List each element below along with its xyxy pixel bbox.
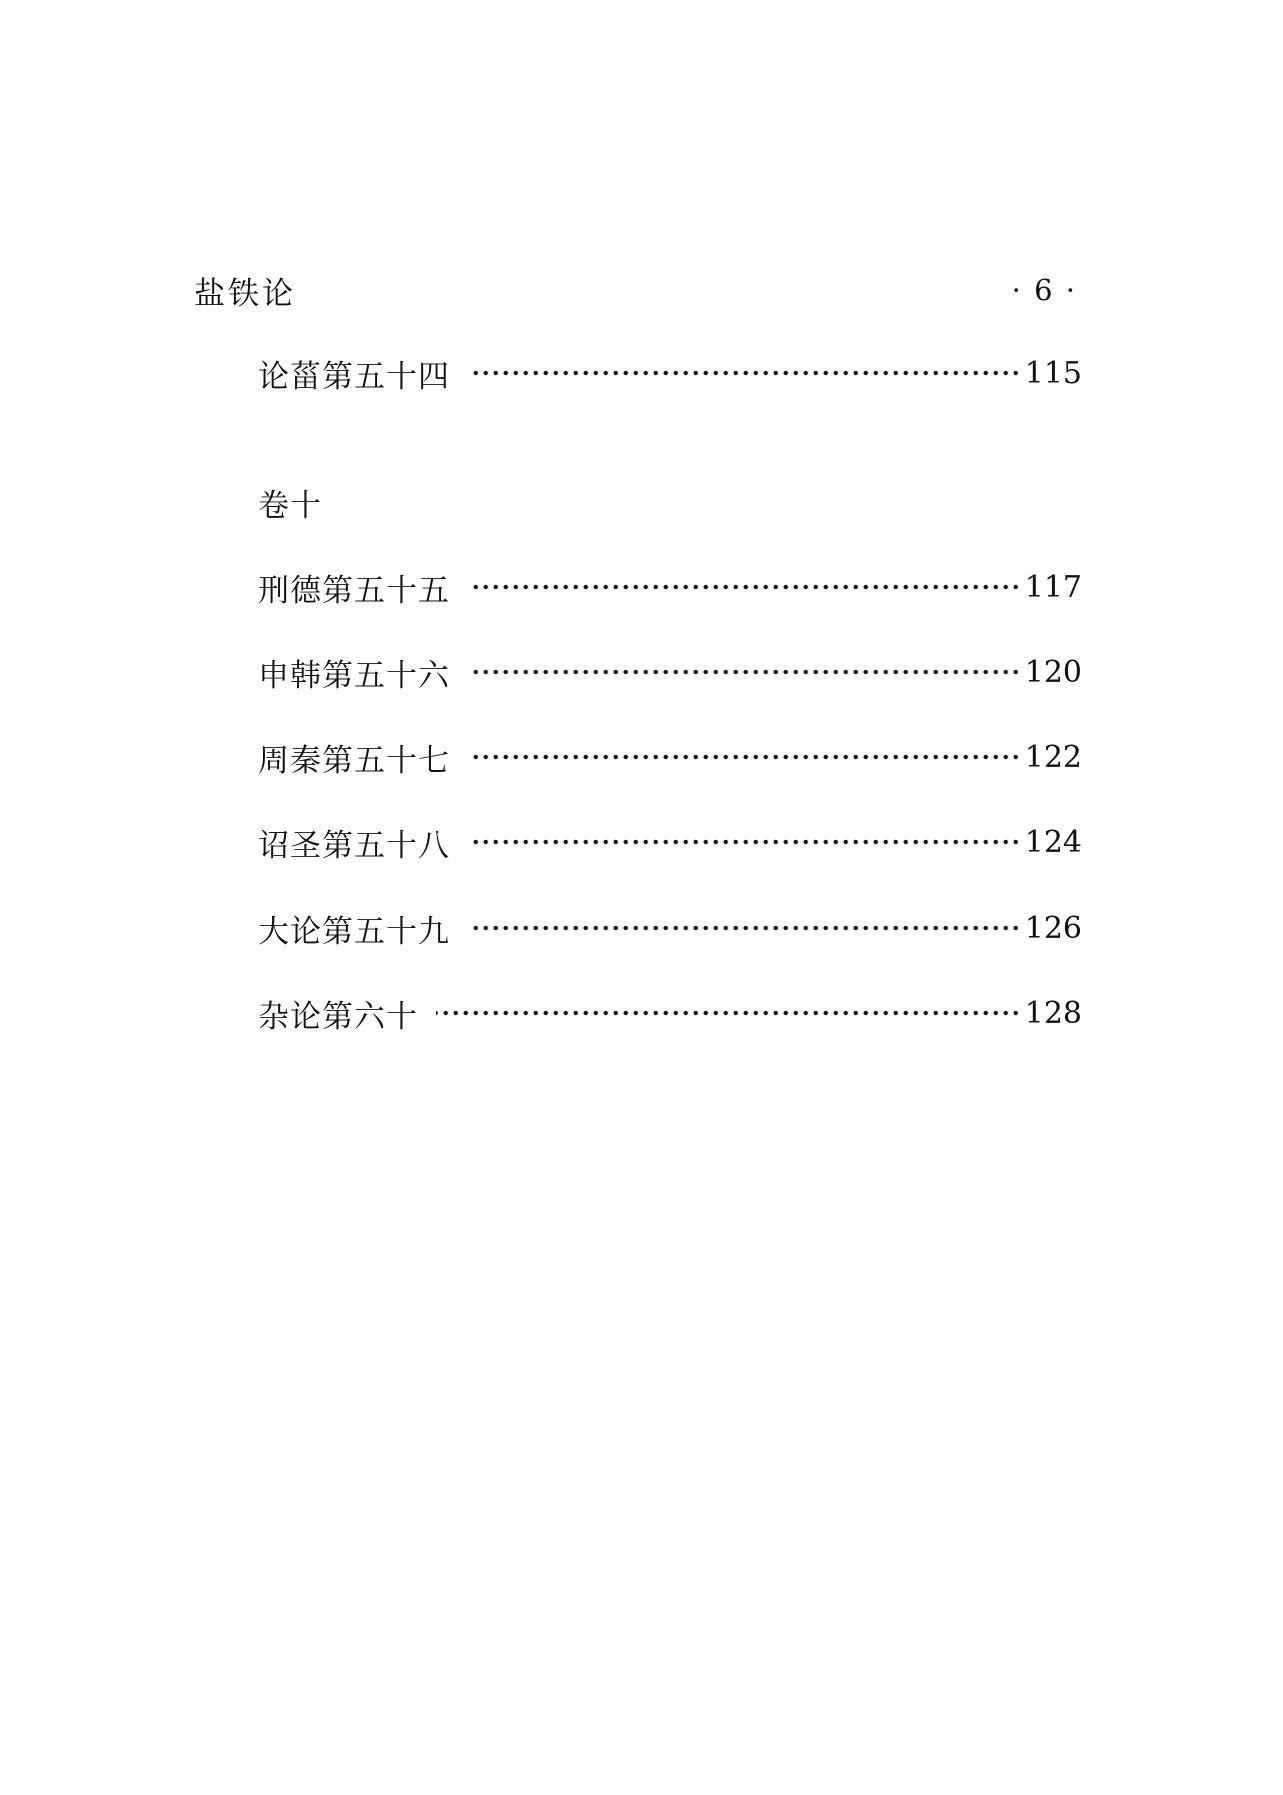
toc-entry[interactable] [258,906,1082,950]
toc-entry[interactable] [258,735,1082,779]
toc-entry-title: 申韩第五十六 [258,657,450,694]
toc-entry-page: 124 [1024,824,1082,860]
toc-entry[interactable] [258,991,1082,1035]
dot-leader [468,839,1021,845]
toc-entry-page: 126 [1024,910,1082,946]
page-header [194,268,1077,312]
dot-leader [468,754,1021,760]
toc-entry-page: 120 [1024,654,1082,690]
toc-entry[interactable] [258,650,1082,694]
volume-heading: 卷十 [258,488,322,524]
page-number: · 6 · [1011,273,1077,307]
dot-leader [468,370,1021,376]
toc-entry-title: 大论第五十九 [258,913,450,950]
toc-entry[interactable] [258,820,1082,864]
toc-entry-title: 诏圣第五十八 [258,827,450,864]
toc-entry-title: 杂论第六十 [258,998,418,1035]
book-title: 盐铁论 [194,275,296,312]
toc-entry-page: 115 [1024,355,1082,391]
toc-entry-title: 论菑第五十四 [258,358,450,395]
dot-leader [468,584,1021,590]
toc-entry[interactable] [258,565,1082,609]
dot-leader [436,1010,1021,1016]
toc-entry-page: 117 [1024,569,1082,605]
dot-leader [468,925,1021,931]
dot-leader [468,669,1021,675]
toc-entry-page: 122 [1024,739,1082,775]
toc-entry-page: 128 [1024,995,1082,1031]
toc-entry[interactable] [258,351,1082,395]
toc-entry-title: 周秦第五十七 [258,742,450,779]
toc-entry-title: 刑德第五十五 [258,572,450,609]
